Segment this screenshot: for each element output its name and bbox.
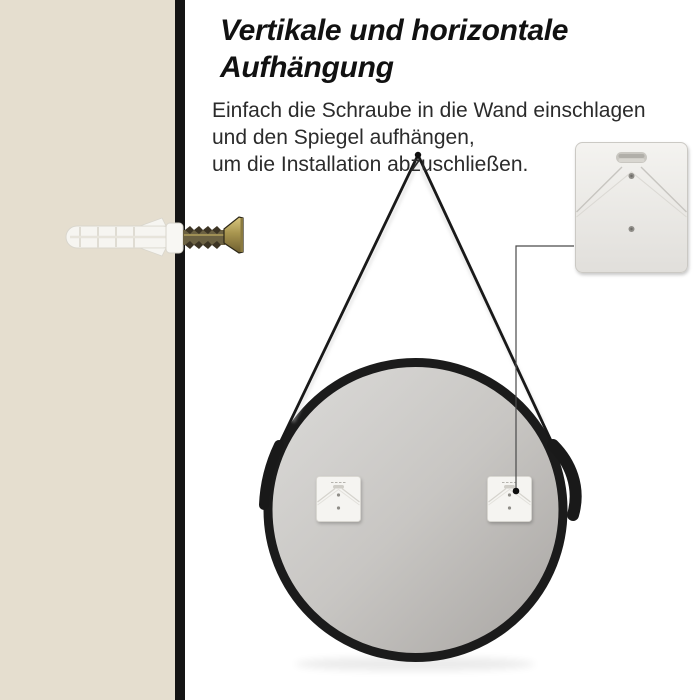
title-line-2: Aufhängung [220, 51, 394, 84]
mounting-bracket-right-icon [488, 477, 532, 522]
screw-icon [183, 217, 243, 253]
mounting-bracket-left-icon [317, 477, 361, 522]
instruction-text [212, 97, 692, 178]
page-title [220, 12, 690, 86]
round-mirror-illustration [264, 152, 576, 671]
instruction-line-3: um die Installation abzuschließen. [212, 153, 529, 176]
title-line-1: Vertikale und horizontale [220, 14, 569, 47]
instruction-line-1: Einfach die Schraube in die Wand einschlagen [212, 99, 646, 122]
instruction-line-2: und den Spiegel aufhängen, [212, 126, 475, 149]
wall-anchor-icon [66, 218, 183, 256]
